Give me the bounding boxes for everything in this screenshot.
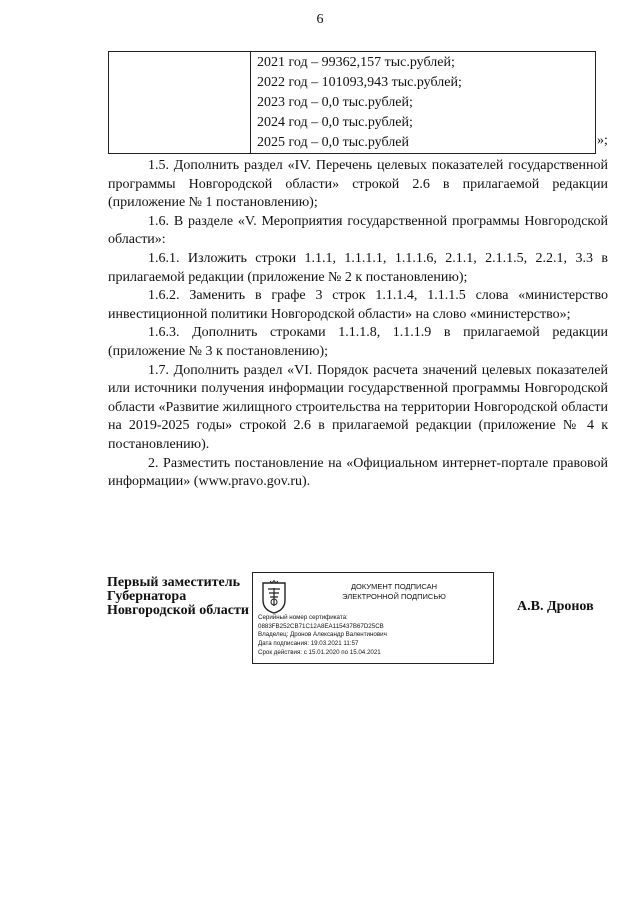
signature-block	[107, 572, 607, 672]
funding-line: 2023 год – 0,0 тыс.рублей;	[257, 95, 413, 110]
stamp-details	[258, 614, 387, 658]
stamp-validity: Срок действия: с 15.01.2020 по 15.04.2021	[258, 648, 381, 656]
funding-line: 2021 год – 99362,157 тыс.рублей;	[257, 55, 455, 70]
closing-quote: »;	[597, 133, 608, 148]
table-cell-empty	[109, 52, 251, 154]
paragraph-1-6-3: 1.6.3. Дополнить строками 1.1.1.8, 1.1.1.9 в прилагаемой редакции (приложение № 3 к постановлению);	[108, 325, 608, 359]
stamp-header-line: ДОКУМЕНТ ПОДПИСАН	[350, 582, 438, 591]
signer-title	[107, 576, 257, 618]
paragraph-2: 2. Разместить постановление на «Официальном интернет-портале правовой информации» (www.pravo.gov.ru).	[108, 455, 608, 490]
electronic-signature-stamp	[252, 572, 494, 664]
signer-title-line: Губернатора	[107, 589, 187, 604]
funding-line: 2022 год – 101093,943 тыс.рублей;	[257, 75, 462, 90]
paragraph-1-6-2: 1.6.2. Заменить в графе 3 строк 1.1.1.4, 1.1.1.5 слова «министерство инвестиционной политики Новгородской области» на слово «министерство»;	[108, 288, 608, 322]
stamp-certificate-number: 0883FB252CB71C12A8EA115437B67D25CB	[258, 622, 384, 630]
coat-of-arms-icon	[261, 580, 287, 614]
paragraph-1-5: 1.5. Дополнить раздел «IV. Перечень целевых показателей государственной программы Новгородской области» строкой 2.6 в прилагаемой редакции (приложение № 1 постановлению);	[108, 158, 608, 211]
paragraph-1-7: 1.7. Дополнить раздел «VI. Порядок расчета значений целевых показателей или источники получения информации государственной программы Новгородской области «Развитие жилищного строительства на территории Новгородской области на 2019-2025 годы» строкой 2.6 в прилагаемой редакции (приложение № 4 к постановлению).	[108, 362, 608, 452]
paragraph-1-6: 1.6. В разделе «V. Мероприятия государственной программы Новгородской области»:	[108, 213, 608, 248]
stamp-signed-date: Дата подписания: 19.03.2021 11:57	[258, 640, 359, 648]
stamp-owner: Владелец: Дронов Александр Валентинович	[258, 631, 387, 639]
signer-title-line: Первый заместитель	[107, 575, 240, 590]
page-number: 6	[316, 12, 324, 27]
signer-title-line: Новгородской области	[107, 603, 249, 618]
stamp-header-line: ЭЛЕКТРОННОЙ ПОДПИСЬЮ	[342, 592, 446, 601]
stamp-certificate-label: Серийный номер сертификата:	[258, 614, 348, 621]
table-row	[109, 52, 596, 154]
table-cell-funding	[251, 52, 596, 154]
funding-line: 2024 год – 0,0 тыс.рублей;	[257, 115, 413, 130]
signer-name: А.В. Дронов	[517, 599, 594, 614]
paragraph-1-6-1: 1.6.1. Изложить строки 1.1.1, 1.1.1.1, 1.1.1.6, 2.1.1, 2.1.1.5, 2.2.1, 3.3 в прилагаемой редакции (приложение № 2 к постановлению);	[108, 250, 608, 285]
stamp-header	[309, 582, 479, 602]
funding-table	[108, 51, 596, 154]
document-body	[108, 157, 608, 492]
funding-line: 2025 год – 0,0 тыс.рублей	[257, 135, 409, 150]
